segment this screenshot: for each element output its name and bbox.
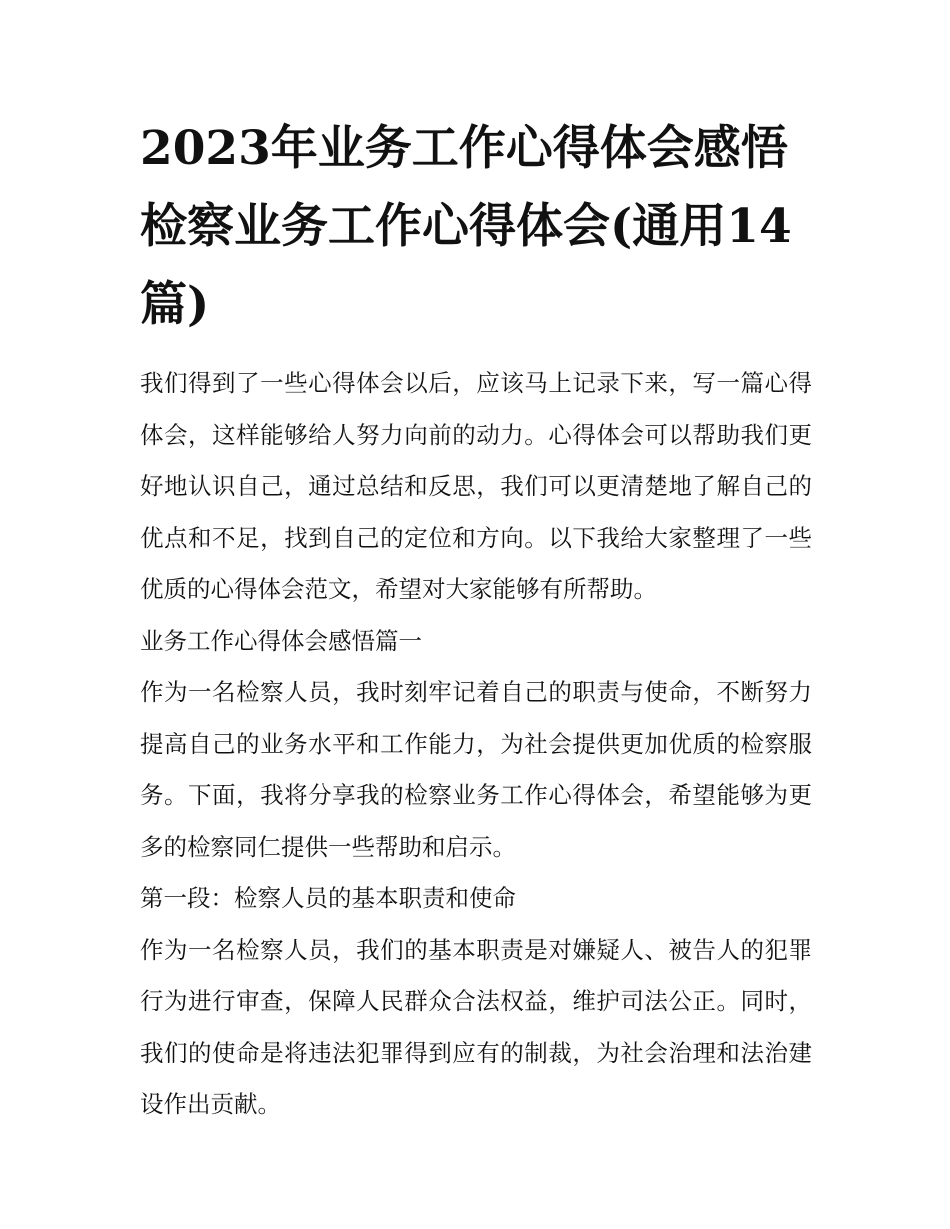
part-paragraph: 作为一名检察人员，我们的基本职责是对嫌疑人、被告人的犯罪行为进行审查，保障人民群众合法权益，维护司法公正。同时，我们的使命是将违法犯罪得到应有的制裁，为社会治理和法治建设作出贡献。 [140,935,812,1118]
document-page [140,110,812,1131]
document-title: 2023年业务工作心得体会感悟检察业务工作心得体会(通用14篇) [140,121,792,332]
intro-paragraph: 我们得到了一些心得体会以后，应该马上记录下来，写一篇心得体会，这样能够给人努力向前的动力。心得体会可以帮助我们更好地认识自己，通过总结和反思，我们可以更清楚地了解自己的优点和不足，找到自己的定位和方向。以下我给大家整理了一些优质的心得体会范文，希望对大家能够有所帮助。 [140,369,812,603]
section-paragraph: 作为一名检察人员，我时刻牢记着自己的职责与使命，不断努力提高自己的业务水平和工作能力，为社会提供更加优质的检察服务。下面，我将分享我的检察业务工作心得体会，希望能够为更多的检察同仁提供一些帮助和启示。 [140,678,812,861]
section-heading: 业务工作心得体会感悟篇一 [140,626,422,655]
part-heading: 第一段：检察人员的基本职责和使命 [140,884,516,912]
document-body [140,358,812,1131]
